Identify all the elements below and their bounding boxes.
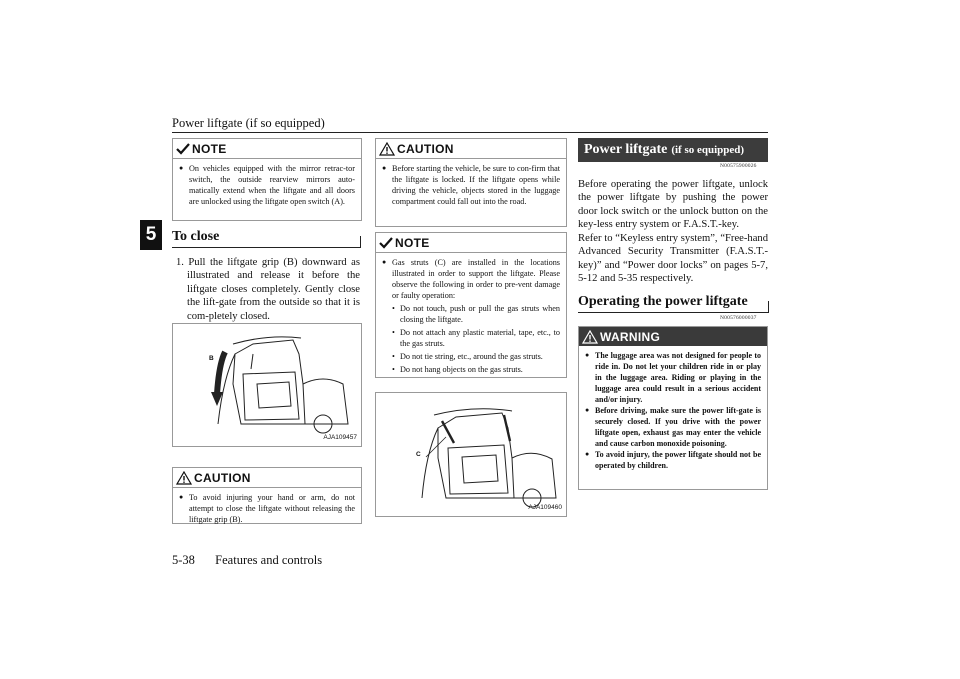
chapter-tab: 5 [140, 220, 162, 250]
to-close-title: To close [172, 229, 360, 248]
caution-box-2 [375, 138, 567, 227]
car-rear-open-liftgate-illustration [173, 324, 361, 446]
refer-text: Refer to “Keyless entry system”, “Free-hand Advanced Security Transmitter (F.A.S.T.-key)” and “Power door locks” on pages 5-7, 5-12 and 5-35 respectively. [578, 233, 768, 285]
header-rule [172, 132, 768, 133]
doc-code-1: N00575900026 [720, 163, 757, 169]
caution-item-2: ● Before starting the vehicle, be sure to con-firm that the liftgate is locked. If the liftgate opens while driving the vehicle, objects stored in the luggage compartment could fall out into the road. [382, 164, 560, 206]
intro-text: Before operating the power liftgate, unlock the power liftgate by pushing the power door lock switch or the unlock button on the key-less entry system or F.A.S.T.-key. [578, 179, 768, 231]
note-header-2 [376, 233, 566, 253]
figure-code-2: AJA109460 [528, 504, 562, 511]
section-name: Features and controls [215, 553, 323, 567]
callout-c: C [416, 451, 421, 458]
warning-triangle-icon [379, 142, 395, 156]
car-rear-gas-struts-illustration [376, 393, 566, 516]
note-item-2: ● Gas struts (C) are installed in the locations illustrated in order to support the liftgate. Please observe the following in order to pre-vent damage or faulty operation: [382, 258, 560, 300]
page-number: 5-38 [172, 553, 195, 567]
note-subitem: • Do not hang objects on the gas struts. [392, 365, 523, 374]
note-label-2: NOTE [395, 235, 430, 250]
note-box-2 [375, 232, 567, 378]
caution-header-2 [376, 139, 566, 159]
caution-header [173, 468, 361, 488]
warning-triangle-icon [176, 471, 192, 485]
step-1-text: 1. Pull the liftgate grip (B) downward as illustrated and release it before the liftgate closes completely. Gently close the lift-gate from the outside so that it is com-pletely closed. [176, 257, 360, 322]
caution-item: ● To avoid injuring your hand or arm, do not attempt to close the liftgate without releasing the liftgate grip (B). [179, 493, 355, 524]
note-check-icon [379, 237, 393, 249]
figure-code: AJA109457 [323, 434, 357, 441]
gas-struts-figure [375, 392, 567, 517]
note-subitem: • Do not attach any plastic material, tape, etc., to the gas struts. [392, 328, 560, 348]
warning-item: ● To avoid injury, the power liftgate should not be operated by children. [585, 450, 761, 470]
caution-box [172, 467, 362, 524]
liftgate-closing-figure [172, 323, 362, 447]
page-footer [172, 553, 322, 568]
power-liftgate-heading: Power liftgate (if so equipped) [578, 138, 768, 162]
note-subitem: • Do not touch, push or pull the gas struts when closing the liftgate. [392, 304, 560, 324]
caution-label: CAUTION [194, 470, 251, 485]
note-label: NOTE [192, 141, 227, 156]
note-item: ● On vehicles equipped with the mirror retrac-tor switch, the outside rearview mirrors auto-matically extend when the liftgate and all doors are unlocked using the liftgate open switch (A). [179, 164, 355, 206]
warning-triangle-icon [582, 330, 598, 344]
note-box [172, 138, 362, 221]
warning-header [579, 327, 767, 346]
warning-box [578, 326, 768, 490]
warning-label: WARNING [600, 329, 661, 344]
warning-item: ● Before driving, make sure the power lift-gate is securely closed. If you drive with the power liftgate open, exhaust gas may enter the vehicle and cause carbon monoxide poisoning. [585, 406, 761, 448]
doc-code-2: N00576000037 [720, 315, 757, 321]
note-header [173, 139, 361, 159]
note-check-icon [176, 143, 190, 155]
operating-title: Operating the power liftgate [578, 294, 768, 313]
warning-item: ● The luggage area was not designed for people to ride in. Do not let your children ride in or play in the luggage area. Riding or playing in the luggage area could result in a serious accident and/or injury. [585, 351, 761, 404]
callout-b: B [209, 355, 214, 362]
caution-label-2: CAUTION [397, 141, 454, 156]
page-header-title: Power liftgate (if so equipped) [172, 116, 325, 130]
note-subitem: • Do not tie string, etc., around the gas struts. [392, 352, 543, 361]
